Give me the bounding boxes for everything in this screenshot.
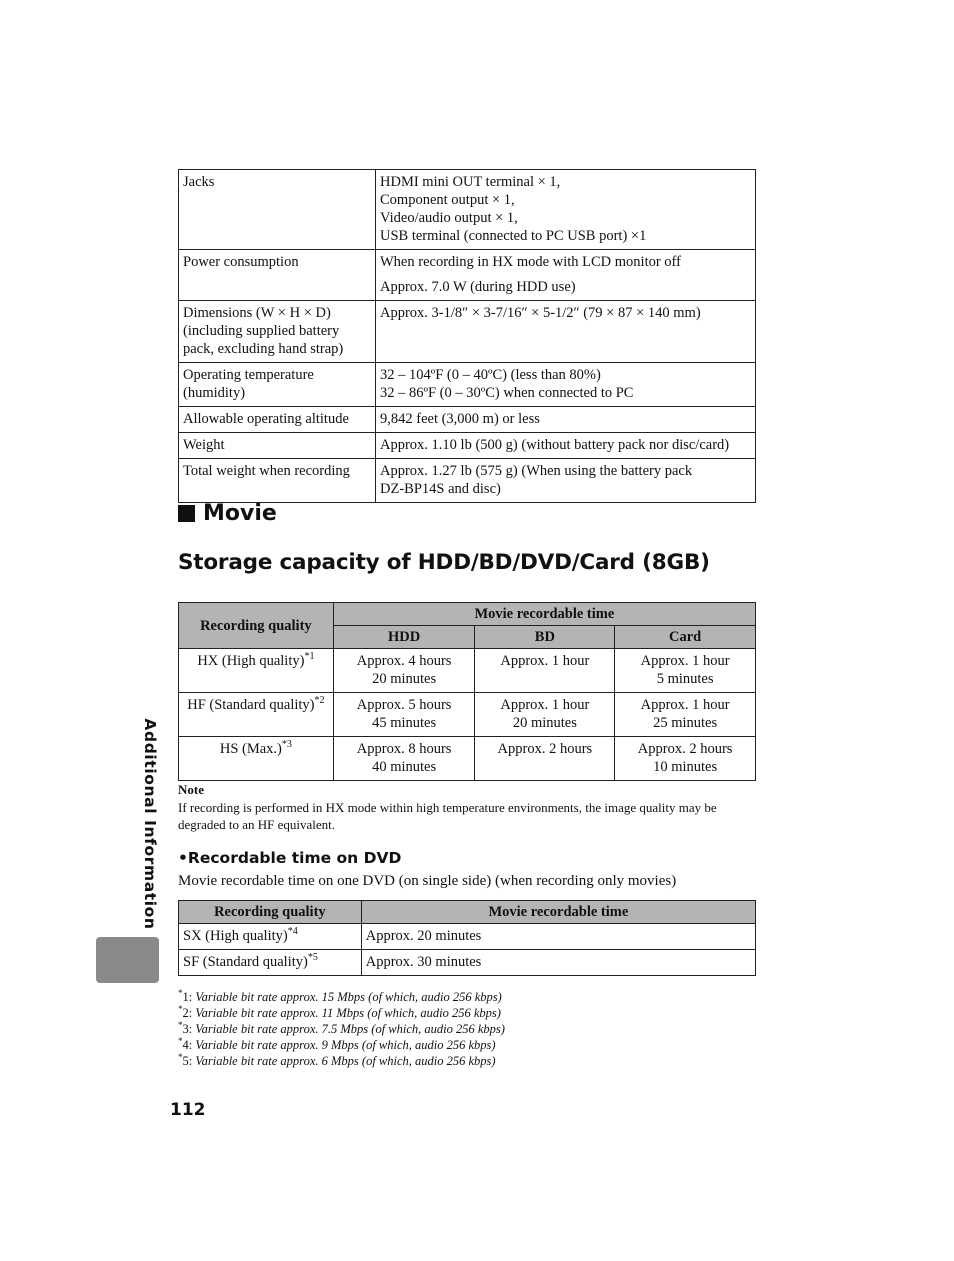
recordable-time-cell [475,737,615,781]
spec-value-line: HDMI mini OUT terminal × 1, [380,174,561,190]
quality-label: HF (Standard quality) [187,697,315,713]
spec-row [179,301,756,363]
note-title: Note [178,782,204,797]
footnote-mark: *4 [287,926,298,937]
movie-heading [178,501,277,526]
spec-value [376,301,756,363]
recordable-time-cell [333,649,475,693]
header-recording-quality: Recording quality [179,603,334,649]
spec-value-line: 32 – 104ºF (0 – 40ºC) (less than 80%) [380,367,601,383]
recording-quality-cell [179,950,362,976]
footnote-index: 3: [182,1022,193,1036]
spec-value [376,250,756,301]
spec-label: Allowable operating altitude [179,407,376,433]
spec-value [376,407,756,433]
bullet-icon: • [178,849,188,867]
footnote-mark: *1 [304,651,315,662]
spec-value-line: Approx. 7.0 W (during HDD use) [380,279,576,295]
table-row [179,649,756,693]
dvd-heading [178,849,401,867]
recordable-time-cell [333,737,475,781]
spec-label: Weight [179,433,376,459]
recordable-time-cell [615,693,756,737]
storage-capacity-heading: Storage capacity of HDD/BD/DVD/Card (8GB) [178,550,710,575]
dvd-header-movie-recordable-time: Movie recordable time [361,901,755,924]
spec-row [179,363,756,407]
storage-capacity-table [178,602,756,781]
time-line: 45 minutes [372,715,437,731]
footnote-number [178,1022,192,1036]
footnote [178,1053,505,1069]
time-line: 10 minutes [653,759,718,775]
dvd-description: Movie recordable time on one DVD (on single side) (when recording only movies) [178,873,677,889]
footnote [178,1021,505,1037]
movie-heading-text: Movie [203,501,277,526]
time-line: 25 minutes [653,715,718,731]
time-line: 20 minutes [372,671,437,687]
spec-value-line: Approx. 1.27 lb (575 g) (When using the battery pack [380,463,693,479]
footnote-asterisk: * [178,1004,183,1014]
time-line: Approx. 1 hour [640,653,730,669]
footnote-text: Variable bit rate approx. 6 Mbps (of which, audio 256 kbps) [195,1054,496,1068]
footnotes [178,989,505,1069]
time-line: Approx. 8 hours [356,741,452,757]
recording-quality-cell [179,924,362,950]
spec-value-line: Approx. 3-1/8″ × 3-7/16″ × 5-1/2″ (79 × 87 × 140 mm) [380,305,701,321]
header-card: Card [615,626,756,649]
spec-value-line: Approx. 1.10 lb (500 g) (without battery pack nor disc/card) [380,437,730,453]
spec-value [376,459,756,503]
spec-value-line: 32 – 86ºF (0 – 30ºC) when connected to PC [380,385,634,401]
time-line: Approx. 1 hour [500,653,590,669]
footnote-index: 4: [182,1038,193,1052]
quality-label: SX (High quality) [183,928,288,944]
footnote-mark: *2 [314,695,325,706]
footnote-text: Variable bit rate approx. 15 Mbps (of which, audio 256 kbps) [195,990,502,1004]
footnote-asterisk: * [178,1036,183,1046]
side-section-label: Additional Information [141,718,159,930]
table-row [179,924,756,950]
time-line: Approx. 4 hours [356,653,452,669]
spec-label: Operating temperature (humidity) [179,363,376,407]
spec-value-line: Component output × 1, [380,192,515,208]
spec-label: Dimensions (W × H × D) (including supplied battery pack, excluding hand strap) [179,301,376,363]
spec-row [179,250,756,301]
footnote-number [178,1006,192,1020]
spec-value [376,170,756,250]
footnote-number [178,990,192,1004]
footnote-number [178,1054,192,1068]
footnote [178,1005,505,1021]
footnote-text: Variable bit rate approx. 11 Mbps (of which, audio 256 kbps) [195,1006,501,1020]
recordable-time-cell [475,693,615,737]
spec-row [179,459,756,503]
spec-label: Total weight when recording [179,459,376,503]
time-line: Approx. 1 hour [640,697,730,713]
time-line: 5 minutes [656,671,714,687]
spec-value-line: Video/audio output × 1, [380,210,518,226]
footnote-asterisk: * [178,988,183,998]
footnote [178,1037,505,1053]
spec-value-line: USB terminal (connected to PC USB port) ×1 [380,228,647,244]
time-line: Approx. 2 hours [637,741,733,757]
dvd-recordable-time-table [178,900,756,976]
recordable-time-cell [615,649,756,693]
table-row [179,693,756,737]
black-square-icon [178,505,195,522]
note-text: If recording is performed in HX mode within high temperature environments, the image quality may be degraded to an HF equivalent. [178,800,717,832]
recordable-time-cell: Approx. 30 minutes [361,950,755,976]
footnote-mark: *5 [307,952,318,963]
page-number: 112 [170,1100,206,1120]
quality-label: SF (Standard quality) [183,954,308,970]
header-hdd: HDD [333,626,475,649]
spec-row [179,170,756,250]
header-bd: BD [475,626,615,649]
time-line: Approx. 2 hours [497,741,593,757]
footnote-number [178,1038,192,1052]
footnote-asterisk: * [178,1020,183,1030]
footnote [178,989,505,1005]
spec-value-line: DZ-BP14S and disc) [380,481,501,497]
spec-value [376,433,756,459]
footnote-index: 5: [182,1054,193,1068]
recording-quality-cell [179,737,334,781]
specifications-table [178,169,756,503]
time-line: Approx. 1 hour [500,697,590,713]
footnote-mark: *3 [281,739,292,750]
header-movie-recordable-time: Movie recordable time [333,603,755,626]
spec-row [179,407,756,433]
recordable-time-cell [615,737,756,781]
time-line: 40 minutes [372,759,437,775]
footnote-index: 2: [182,1006,193,1020]
dvd-heading-text: Recordable time on DVD [187,849,402,867]
spec-value-line: 9,842 feet (3,000 m) or less [380,411,540,427]
footnote-text: Variable bit rate approx. 9 Mbps (of which, audio 256 kbps) [195,1038,496,1052]
time-line: 20 minutes [512,715,577,731]
time-line: Approx. 5 hours [356,697,452,713]
dvd-header-recording-quality: Recording quality [179,901,362,924]
recording-quality-cell [179,693,334,737]
quality-label: HX (High quality) [197,653,305,669]
table-row [179,737,756,781]
quality-label: HS (Max.) [219,741,282,757]
footnote-text: Variable bit rate approx. 7.5 Mbps (of which, audio 256 kbps) [195,1022,505,1036]
spec-label: Power consumption [179,250,376,301]
spec-value-line: When recording in HX mode with LCD monitor off [380,254,681,270]
recordable-time-cell [475,649,615,693]
recordable-time-cell: Approx. 20 minutes [361,924,755,950]
section-tab [96,937,159,983]
table-row [179,950,756,976]
recordable-time-cell [333,693,475,737]
recording-quality-cell [179,649,334,693]
footnote-index: 1: [182,990,193,1004]
spec-value [376,363,756,407]
spec-row [179,433,756,459]
spec-label: Jacks [179,170,376,250]
footnote-asterisk: * [178,1052,183,1062]
